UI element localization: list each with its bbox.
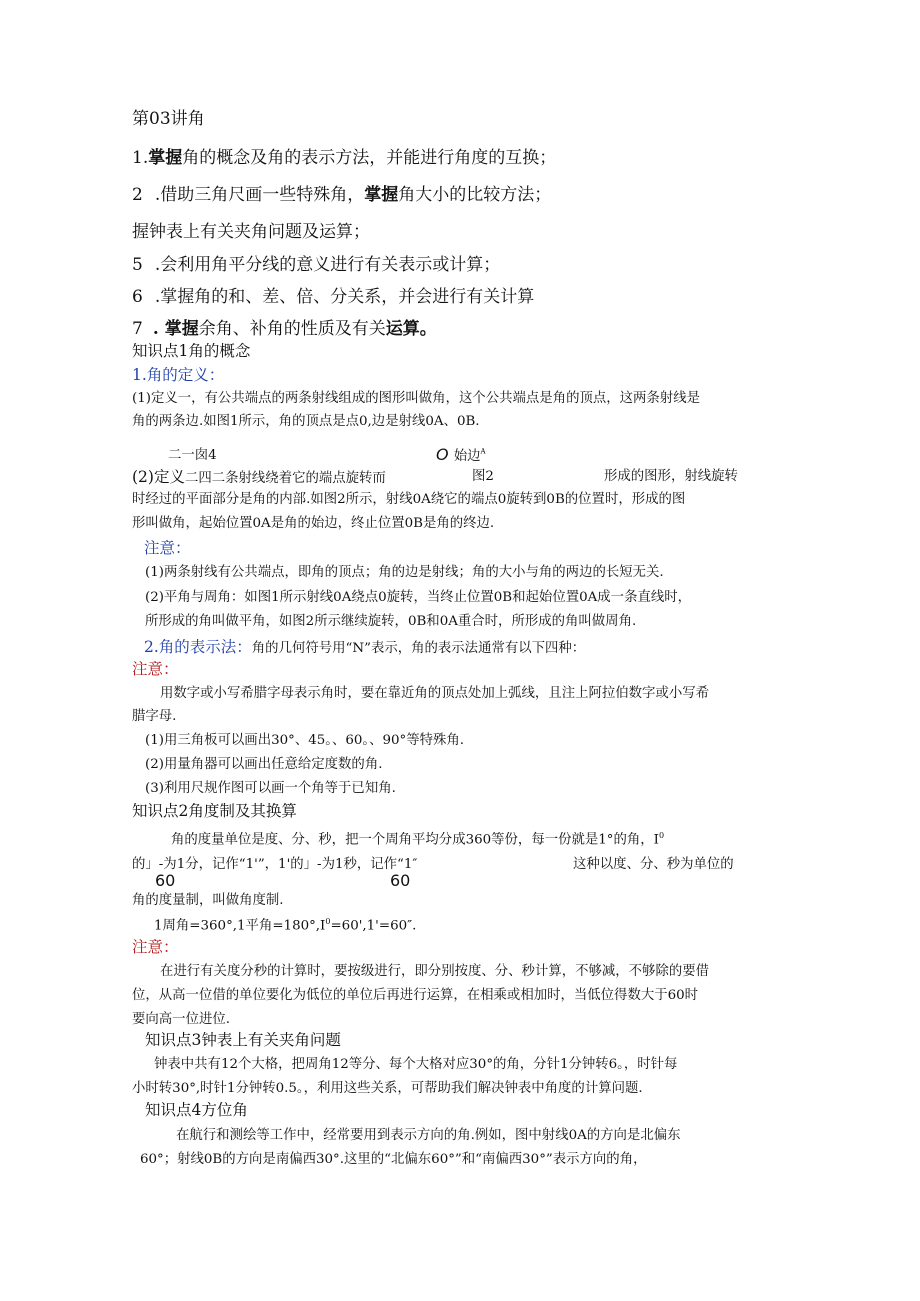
kp2-p2-quote: ″ — [412, 857, 418, 872]
fraction-denominator-1: 60 — [155, 871, 176, 890]
figure-2-caption: 图2 — [472, 469, 494, 484]
kp1-note-label: 注意： — [144, 539, 191, 557]
kp4-heading: 知识点4方位角 — [145, 1101, 248, 1119]
representation-text: 角的几何符号用“N”表示，角的表示法通常有以下四种： — [251, 641, 586, 656]
kp2-p4-sup: 0 — [325, 917, 331, 926]
objective-6-text: .掌握角的和、差、倍、分关系，并会进行有关计算 — [154, 287, 535, 307]
kp1-def2-line-1 — [132, 469, 386, 486]
objective-7 — [132, 321, 437, 338]
objective-5-number: 5 — [132, 255, 143, 275]
kp1-def1-line-1: (1)定义一，有公共端点的两条射线组成的图形叫做角，这个公共端点是角的顶点，这两条射线是 — [132, 391, 700, 406]
kp1-def1-line-2: 角的两条边.如图1所示，角的顶点是点0,边是射线0A、0B. — [132, 414, 480, 429]
objective-7-number: 7 — [132, 319, 143, 339]
objective-1-number: 1. — [132, 148, 149, 168]
kp3-heading: 知识点3钟表上有关夹角问题 — [145, 1031, 341, 1049]
objective-1-text: 角的概念及角的表示方法，并能进行角度的互换； — [182, 148, 557, 168]
kp2-conversion — [154, 918, 416, 933]
kp2-p1-text: 角的度量单位是度、分、秒，把一个周角平均分成360等份，每一份就是1°的角，I — [171, 832, 659, 848]
objective-1-keyword: 掌握 — [148, 148, 183, 168]
representation-subheading: 2.角的表示法： — [144, 638, 252, 656]
objective-2-number: 2 — [132, 185, 143, 205]
drawing-method-1: (1)用三角板可以画出30°、45。、60。、90°等特殊角. — [145, 733, 465, 748]
kp2-p1-sup: 0 — [658, 831, 665, 840]
kp2-note-line-2: 位，从高一位借的单位要化为低位的单位后再进行运算，在相乘或相加时，当低位得数大于60时 — [132, 988, 699, 1003]
fraction-denominator-2: 60 — [390, 871, 411, 890]
objective-5-text: .会利用角平分线的意义进行有关表示或计算； — [154, 255, 501, 275]
kp2-p2-text-b: 这种以度、分、秒为单位的 — [573, 857, 734, 872]
kp1-representation — [144, 639, 585, 656]
objective-2-prefix: .借助三角尺画一些特殊角， — [154, 185, 365, 205]
initial-side-label: 始边 — [453, 449, 481, 464]
objective-7-keyword-2: 运算。 — [385, 319, 437, 339]
kp2-paragraph-1 — [171, 832, 664, 847]
kp1-note-2-line-1: (2)平角与周角：如图1所示射线0A绕点0旋转，当终止位置0B和起始位置0A成一条直线时， — [145, 590, 692, 605]
figure-1-caption: 二一囱4 — [168, 448, 217, 463]
kp1-def2-line-3: 形叫做角，起始位置0A是角的始边，终止位置0B是角的终边. — [132, 516, 495, 531]
kp3-line-1: 钟表中共有12个大格，把周角12等分、每个大格对应30°的角，分针1分钟转6。，时针每 — [154, 1057, 678, 1072]
objective-6-number: 6 — [132, 287, 143, 307]
kp2-p2-text-a: 的」-为1分，记作“1'”，1'的」-为1秒，记作“1 — [132, 857, 413, 872]
objective-6 — [132, 289, 534, 306]
kp1-subheading-definition: 1.角的定义： — [132, 366, 225, 384]
kp2-p4-end: =60',1'=60″. — [330, 918, 417, 934]
kp1-note-2-line-2: 所形成的角叫做平角，如图2所示继续旋转，0B和0A重合时，所形成的角叫做周角. — [145, 614, 637, 629]
kp4-line-2: 60°；射线0B的方向是南偏西30°.这里的“北偏东60°”和“南偏西30°”表示方向的角， — [140, 1152, 647, 1167]
objective-1 — [132, 150, 556, 167]
kp4-line-1: 在航行和测绘等工作中，经常要用到表示方向的角.例如，图中射线0A的方向是北偏东 — [176, 1128, 681, 1143]
kp1-heading: 知识点1角的概念 — [132, 342, 251, 360]
def2-label: (2)定义 — [132, 468, 185, 486]
objective-2-text: 角大小的比较方法； — [398, 185, 552, 205]
kp2-p4-text: 1周角=360°,1平角=180°,I — [154, 918, 326, 934]
kp2-paragraph-3: 角的度量制，叫做角度制. — [132, 893, 284, 908]
objective-7-dot: . — [152, 319, 159, 339]
drawing-method-3: (3)利用尺规作图可以画一个角等于已知角. — [145, 781, 396, 796]
kp3-line-2: 小时转30°,时针1分钟转0.5。，利用这些关系，可帮助我们解决钟表中角度的计算问题. — [132, 1081, 643, 1096]
kp2-note-line-3: 要向高一位进位. — [132, 1012, 230, 1027]
objective-3: 握钟表上有关夹角问题及运算； — [132, 222, 370, 242]
objective-7-text: 余角、补角的性质及有关 — [198, 319, 386, 339]
def2-text-a: 二四二条射线绕着它的端点旋转而 — [184, 471, 386, 486]
objective-2-keyword: 掌握 — [364, 185, 399, 205]
kp2-note-line-1: 在进行有关度分秒的计算时，要按级进行，即分别按度、分、秒计算，不够减，不够除的要借 — [160, 964, 710, 979]
kp2-paragraph-2 — [132, 858, 417, 871]
page-title: 第03讲角 — [132, 109, 205, 129]
def2-text-b: 形成的图形，射线旋转 — [604, 469, 738, 484]
kp2-note-label: 注意： — [132, 938, 179, 956]
greek-note-line-2: 腊字母. — [132, 709, 177, 724]
kp1-def2-line-2: 时经过的平面部分是角的内部.如图2所示，射线0A绕它的端点0旋转到0B的位置时，形成的图 — [132, 492, 686, 507]
initial-side-sup: A — [480, 447, 486, 456]
figure-1-label — [436, 447, 486, 463]
objective-7-keyword: 掌握 — [164, 319, 199, 339]
vertex-o-label: O — [436, 445, 449, 464]
kp1-note-2-label: 注意： — [132, 660, 179, 678]
kp2-heading: 知识点2角度制及其换算 — [132, 802, 297, 820]
objective-5 — [132, 257, 500, 274]
objective-2 — [132, 187, 551, 204]
greek-note-line-1: 用数字或小写希腊字母表示角时，要在靠近角的顶点处加上弧线，且注上阿拉伯数字或小写希 — [160, 686, 710, 701]
drawing-method-2: (2)用量角器可以画出任意给定度数的角. — [145, 757, 383, 772]
kp1-note-1: (1)两条射线有公共端点，即角的顶点；角的边是射线；角的大小与角的两边的长短无关. — [145, 565, 664, 580]
